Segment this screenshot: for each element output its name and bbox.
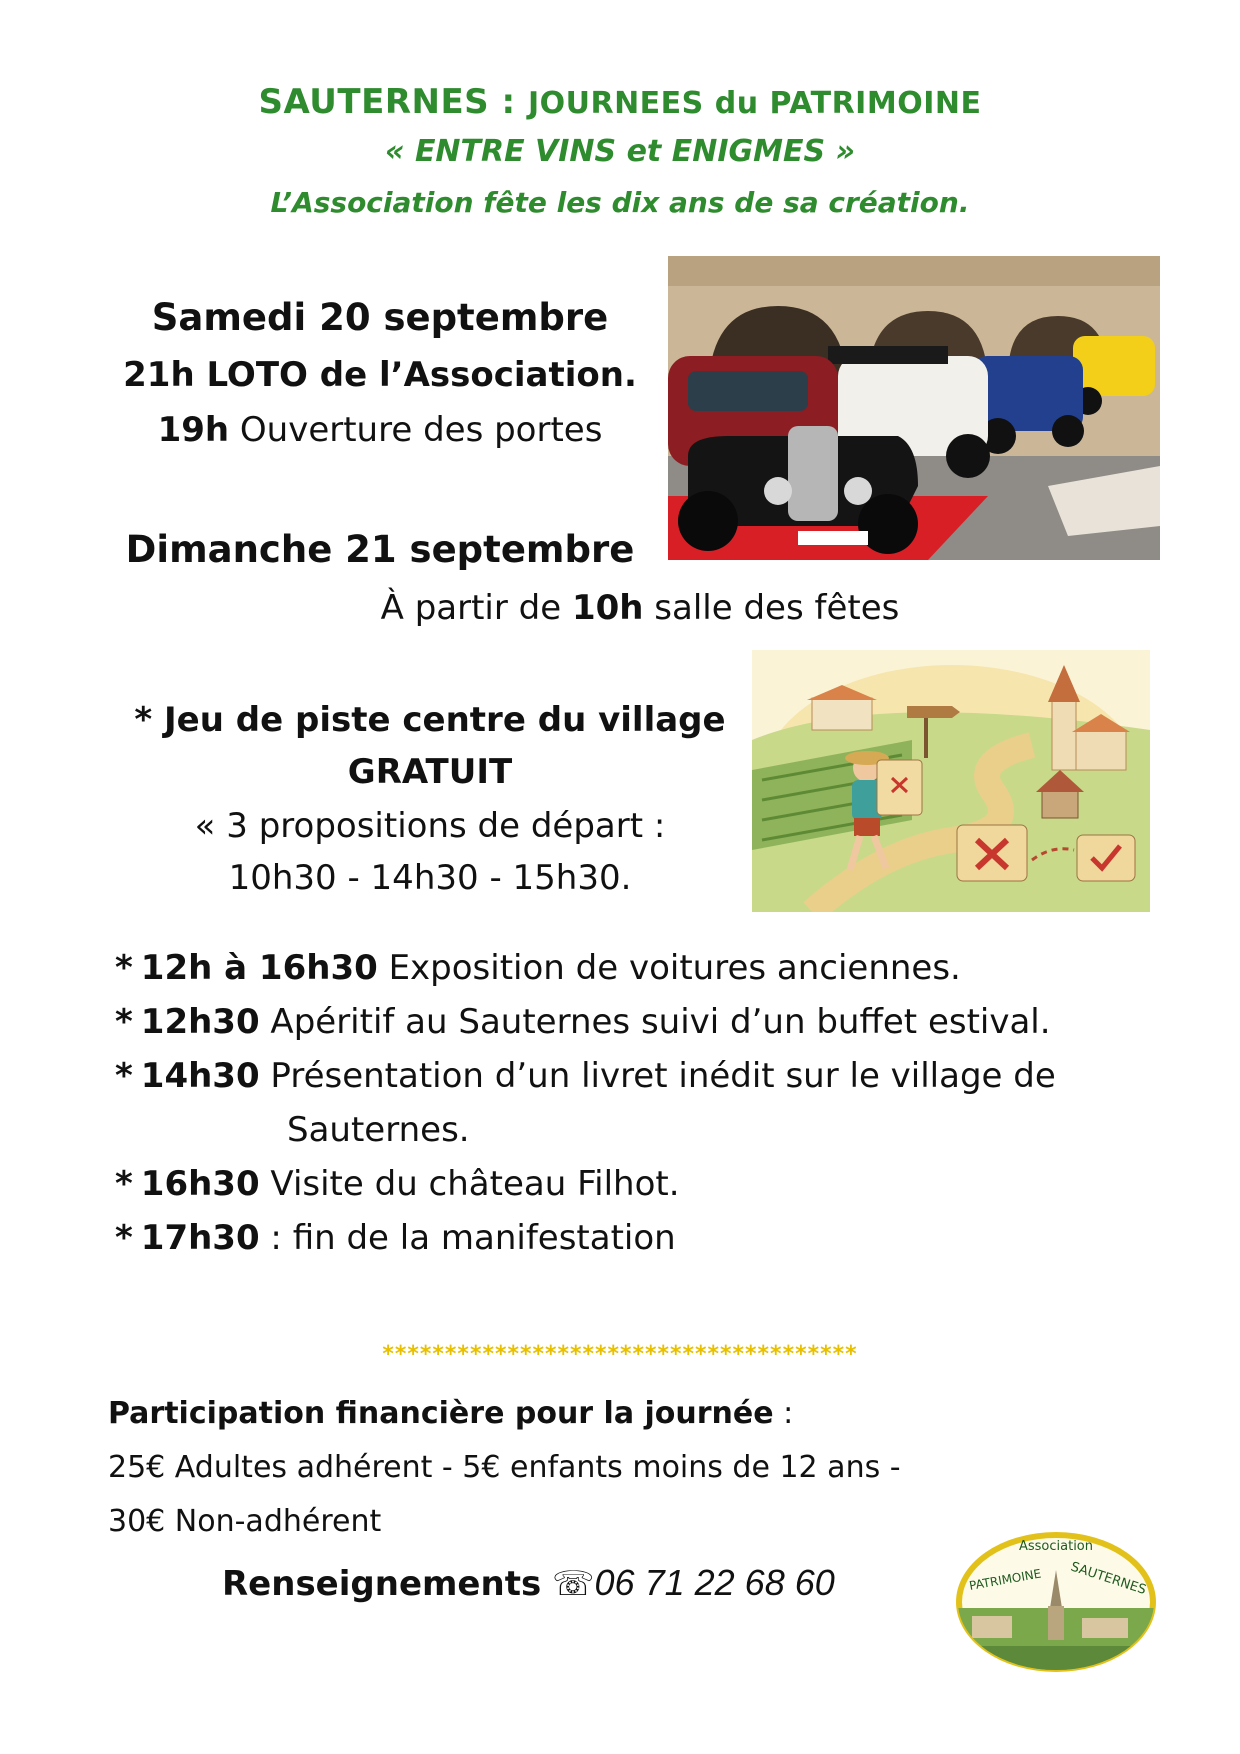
sunday-sub-time: 10h <box>571 588 644 628</box>
doors-time: 19h <box>157 410 230 450</box>
doors-text: Ouverture des portes <box>229 410 603 450</box>
association-logo-drawing <box>952 1528 1160 1676</box>
vintage-cars-photo <box>668 256 1160 560</box>
phone-icon: ☏ <box>552 1564 595 1604</box>
participation-heading <box>108 1396 793 1431</box>
participation-non-member: 30€ Non-adhérent <box>108 1504 382 1539</box>
schedule-time: 16h30 <box>140 1164 260 1204</box>
sunday-sub-after: salle des fêtes <box>643 588 900 628</box>
schedule-bullet: * <box>115 1002 133 1042</box>
schedule-bullet: * <box>115 948 133 988</box>
title-place: SAUTERNES <box>258 82 490 122</box>
poster-subtitle: « ENTRE VINS et ENIGMES » <box>385 134 855 169</box>
treasure-hunt-proposals: « 3 propositions de départ : <box>194 806 666 846</box>
title-event: JOURNEES du PATRIMOINE <box>527 86 982 121</box>
schedule-item <box>115 1164 1195 1204</box>
anniversary-line: L’Association fête les dix ans de sa création. <box>270 186 970 219</box>
logo-right-text: SAUTERNES <box>1068 1559 1148 1598</box>
schedule-text: Présentation d’un livret inédit sur le village de <box>259 1056 1056 1096</box>
treasure-hunt-free: GRATUIT <box>347 752 513 792</box>
treasure-hunt-illustration <box>752 650 1150 912</box>
phone-number[interactable]: 06 71 22 68 60 <box>594 1562 835 1603</box>
contact-label: Renseignements <box>222 1564 542 1604</box>
schedule-item-continuation <box>287 1110 1240 1150</box>
logo-top-text: Association <box>1018 1539 1094 1554</box>
schedule-bullet: * <box>115 1164 133 1204</box>
treasure-hunt-title: * Jeu de piste centre du village <box>134 700 726 740</box>
treasure-hunt-drawing <box>752 650 1150 912</box>
schedule-time: 14h30 <box>140 1056 260 1096</box>
vintage-cars-drawing <box>668 256 1160 560</box>
logo-left-text: PATRIMOINE <box>968 1566 1043 1593</box>
schedule-text: : fin de la manifestation <box>259 1218 676 1258</box>
schedule-text: Exposition de voitures anciennes. <box>377 948 961 988</box>
participation-heading-text: Participation financière pour la journée <box>108 1396 774 1431</box>
schedule-text: Sauternes. <box>287 1110 470 1150</box>
sunday-heading: Dimanche 21 septembre <box>125 528 635 571</box>
schedule-item <box>115 948 1195 988</box>
treasure-hunt-times: 10h30 - 14h30 - 15h30. <box>228 858 632 898</box>
schedule-time: 17h30 <box>140 1218 260 1258</box>
saturday-loto: 21h LOTO de l’Association. <box>123 355 637 395</box>
schedule-item <box>115 1002 1195 1042</box>
sunday-sub-before: À partir de <box>380 588 572 628</box>
participation-prices: 25€ Adultes adhérent - 5€ enfants moins de 12 ans - <box>108 1450 901 1485</box>
association-logo <box>952 1528 1160 1676</box>
sunday-subheading <box>0 588 1240 628</box>
contact-line <box>222 1562 835 1604</box>
schedule-text: Apéritif au Sauternes suivi d’un buffet estival. <box>259 1002 1051 1042</box>
schedule-time: 12h30 <box>140 1002 260 1042</box>
saturday-doors <box>100 410 660 450</box>
star-separator: ************************************** <box>382 1342 858 1367</box>
schedule-text: Visite du château Filhot. <box>259 1164 680 1204</box>
schedule-item <box>115 1218 1195 1258</box>
schedule-item <box>115 1056 1195 1096</box>
schedule-bullet: * <box>115 1056 133 1096</box>
schedule-bullet: * <box>115 1218 133 1258</box>
saturday-heading: Samedi 20 septembre <box>151 296 609 339</box>
schedule-time: 12h à 16h30 <box>140 948 378 988</box>
poster-title <box>0 82 1240 122</box>
participation-heading-colon: : <box>773 1396 794 1431</box>
title-separator: : <box>489 82 528 122</box>
